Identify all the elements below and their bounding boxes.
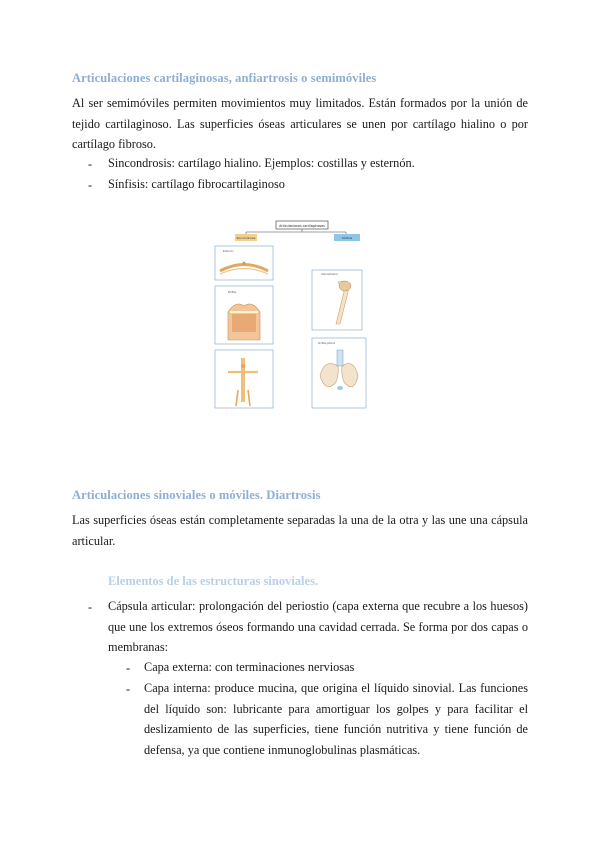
panel-label: Esternón [223,250,234,253]
sinfisis-tab-label: Sínfisis [341,236,353,240]
panel-label: Sínfisis púbica [318,342,336,345]
bullet-dash: - [88,178,93,192]
subbullet-dash: - [126,661,131,675]
subbullet-capa-interna: Capa interna: produce mucina, que origina el líquido sinovial. Las funciones del líquido son: lubricante para amortiguar los golpes y para facilitar el deslizamiento de las superficies, tiene función nutritiva y tiene función de defensa, ya que contiene inmunoglobulinas plasmáticas. [144,681,528,757]
subbullet-capa-externa: Capa externa: con terminaciones nerviosas [144,660,355,674]
section1-paragraph: Al ser semimóviles permiten movimientos muy limitados. Están formados por la unión de tejido cartilaginoso. Las superficies óseas articulares se unen por cartílago hialino o por cartílago fibroso. [72,96,528,152]
figure-header-text: Articulaciones cartilaginosas [279,224,325,228]
cartilaginous-joints-figure [208,216,370,412]
section1-title: Articulaciones cartilaginosas, anfiartrosis o semimóviles [72,71,377,85]
bullet-sinfisis: Sínfisis: cartílago fibrocartilaginoso [108,177,285,191]
section2-subtitle: Elementos de las estructuras sinoviales. [108,574,319,588]
sincondrosis-tab-label: Sincondrosis [236,236,256,240]
figure-svg [208,216,370,412]
section2-title: Articulaciones sinoviales o móviles. Diartrosis [72,488,321,502]
panel-pubic-symphysis [312,338,366,408]
bullet-dash: - [88,600,93,614]
section2-paragraph: Las superficies óseas están completamente separadas la una de la otra y las une una cápsula articular. [72,513,528,548]
bullet-sincondrosis: Sincondrosis: cartílago hialino. Ejemplos: costillas y esternón. [108,156,415,170]
subbullet-dash: - [126,682,131,696]
bullet-capsula-articular: Cápsula articular: prolongación del periostio (capa externa que recubre a los huesos) que une los extremos óseos formando una cavidad cerrada. Se forma por dos capas o membranas: [108,599,528,655]
panel-label: Intervertebral [321,273,338,276]
bullet-dash: - [88,157,93,171]
panel-label: Epífisis [228,291,237,294]
